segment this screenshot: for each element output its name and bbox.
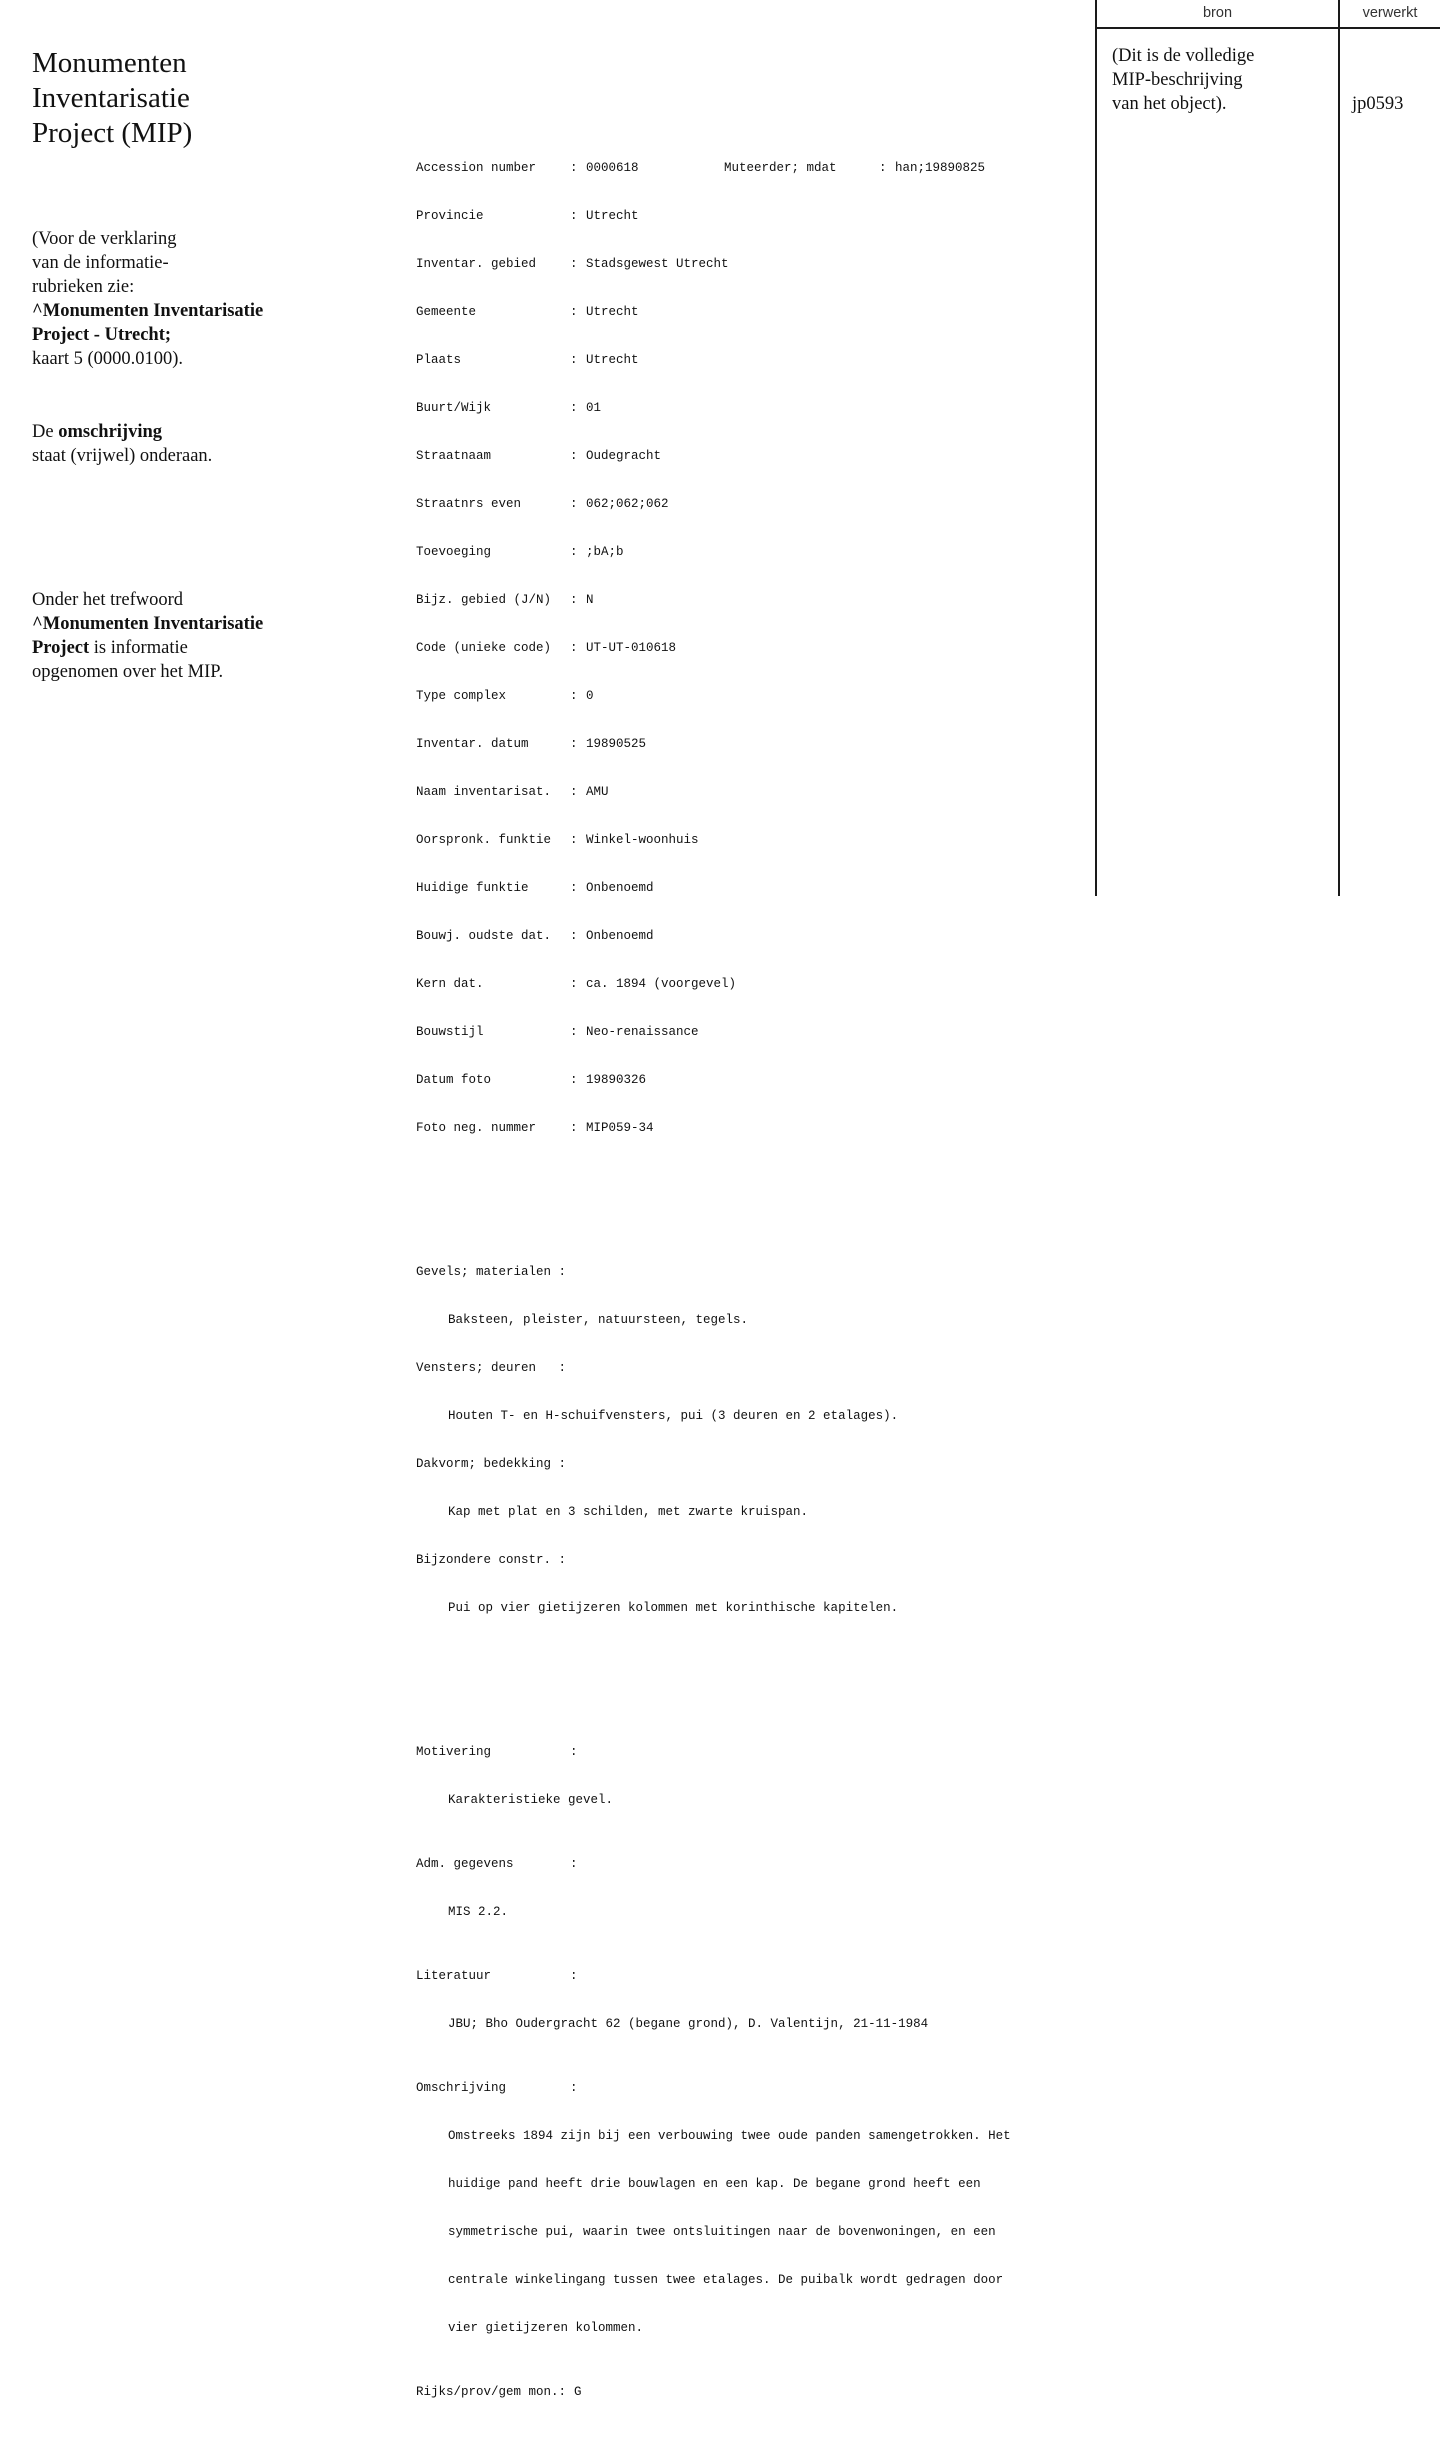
field-value: 0: [586, 689, 594, 703]
field-label: Provincie: [416, 209, 484, 223]
table-divider: [1095, 0, 1097, 896]
section-heading: Gevels; materialen :: [416, 1265, 567, 1279]
column-header-verwerkt: verwerkt: [1362, 5, 1418, 21]
field-colon: :: [570, 641, 578, 655]
field-colon: :: [570, 1969, 578, 1983]
table-divider: [1338, 0, 1340, 896]
section-heading: Vensters; deuren :: [416, 1361, 567, 1375]
field-colon: :: [570, 497, 578, 511]
field-colon: :: [879, 161, 887, 175]
field-value: Utrecht: [586, 353, 639, 367]
section-heading-row: [416, 1744, 1076, 1760]
note-line: opgenomen over het MIP.: [32, 662, 224, 682]
field-colon: :: [570, 1745, 578, 1759]
note-prefix: De: [32, 422, 59, 442]
muteerder-label: Muteerder; mdat: [724, 161, 837, 175]
field-colon: :: [570, 305, 578, 319]
field-value: 19890525: [586, 737, 647, 751]
field-row: [416, 400, 1076, 416]
field-colon: :: [570, 1121, 578, 1135]
bron-cell: [1112, 44, 1327, 116]
field-value: Neo-renaissance: [586, 1025, 699, 1039]
note-keyword-line: [32, 636, 263, 660]
field-row: [416, 448, 1076, 464]
note-line: rubrieken zie:: [32, 277, 135, 297]
field-value: Winkel-woonhuis: [586, 833, 699, 847]
field-label: Straatnaam: [416, 449, 492, 463]
field-row: [416, 208, 1076, 224]
field-value: N: [586, 593, 594, 607]
field-label: Toevoeging: [416, 545, 492, 559]
field-colon: :: [570, 977, 578, 991]
note-keyword-line: [32, 323, 263, 347]
field-row: [416, 256, 1076, 272]
section-text: Houten T- en H-schuifvensters, pui (3 deuren en 2 etalages).: [448, 1409, 899, 1423]
title-line: Monumenten: [32, 47, 187, 79]
field-value: Utrecht: [586, 209, 639, 223]
field-row: [416, 784, 1076, 800]
field-colon: :: [570, 1857, 578, 1871]
field-value: AMU: [586, 785, 609, 799]
monument-status-value: G: [574, 2385, 582, 2399]
field-row: [416, 640, 1076, 656]
section-heading-row: [416, 1856, 1076, 1872]
note-line: van de informatie-: [32, 253, 169, 273]
field-label: Bijz. gebied (J/N): [416, 593, 552, 607]
field-value: MIP059-34: [586, 1121, 654, 1135]
bron-line: (Dit is de volledige: [1112, 46, 1255, 66]
field-row: [416, 544, 1076, 560]
note-line: kaart 5 (0000.0100).: [32, 349, 184, 369]
field-row: [416, 736, 1076, 752]
section-heading: Dakvorm; bedekking :: [416, 1457, 567, 1471]
note-keyword-line: [32, 612, 263, 636]
section-text: JBU; Bho Oudergracht 62 (begane grond), D. Valentijn, 21-11-1984: [448, 2017, 929, 2031]
section-heading: Omschrijving: [416, 2081, 507, 2095]
field-colon: :: [570, 353, 578, 367]
field-row: [416, 160, 1076, 176]
description-line: huidige pand heeft drie bouwlagen en een kap. De begane grond heeft een: [448, 2177, 981, 2191]
field-row: [416, 1024, 1076, 1040]
note-keyword-line: [32, 299, 263, 323]
note-line: (Voor de verklaring: [32, 229, 177, 249]
column-header-bron: bron: [1202, 5, 1233, 21]
field-label: Buurt/Wijk: [416, 401, 492, 415]
bron-line: MIP-beschrijving: [1112, 70, 1243, 90]
section-heading: Motivering: [416, 1745, 492, 1759]
field-colon: :: [570, 833, 578, 847]
field-value: 062;062;062: [586, 497, 669, 511]
field-value: Utrecht: [586, 305, 639, 319]
section-text: Kap met plat en 3 schilden, met zwarte kruispan.: [448, 1505, 809, 1519]
trefwoord-note: [32, 588, 263, 684]
field-label: Inventar. gebied: [416, 257, 537, 271]
verklaring-note: [32, 227, 263, 371]
field-colon: :: [570, 2081, 578, 2095]
field-value: 01: [586, 401, 602, 415]
field-label: Code (unieke code): [416, 641, 552, 655]
field-colon: :: [570, 929, 578, 943]
field-label: Bouwj. oudste dat.: [416, 929, 552, 943]
field-label: Straatnrs even: [416, 497, 522, 511]
field-value: ca. 1894 (voorgevel): [586, 977, 737, 991]
construction-sections: [416, 1232, 1076, 1648]
motivation-sections: [416, 1712, 1076, 2432]
description-line: Omstreeks 1894 zijn bij een verbouwing twee oude panden samengetrokken. Het: [448, 2129, 1011, 2143]
field-colon: :: [570, 1073, 578, 1087]
muteerder-value: han;19890825: [895, 161, 986, 175]
field-label: Datum foto: [416, 1073, 492, 1087]
title-line: Project (MIP): [32, 117, 193, 149]
section-text: Baksteen, pleister, natuursteen, tegels.: [448, 1313, 749, 1327]
note-line: [32, 420, 212, 444]
field-colon: :: [570, 545, 578, 559]
field-value: UT-UT-010618: [586, 641, 677, 655]
field-row: [416, 688, 1076, 704]
field-label: Kern dat.: [416, 977, 484, 991]
record-fields: [416, 128, 1076, 1168]
spacer: [566, 2384, 574, 2400]
field-row: [416, 832, 1076, 848]
section-heading-row: [416, 2080, 1076, 2096]
field-row: [416, 352, 1076, 368]
field-label: Type complex: [416, 689, 507, 703]
title-line: Inventarisatie: [32, 82, 190, 114]
section-heading: Adm. gegevens: [416, 1857, 514, 1871]
monument-status-label: Rijks/prov/gem mon.:: [416, 2385, 567, 2399]
field-label: Huidige funktie: [416, 881, 529, 895]
note-bold: omschrijving: [58, 422, 163, 442]
note-line: staat (vrijwel) onderaan.: [32, 446, 213, 466]
field-colon: :: [570, 737, 578, 751]
keyword-link: Project - Utrecht;: [32, 325, 172, 345]
field-value: Stadsgewest Utrecht: [586, 257, 729, 271]
field-row: [416, 1120, 1076, 1136]
field-colon: :: [570, 593, 578, 607]
field-colon: :: [570, 881, 578, 895]
monument-status-row: [416, 2384, 1076, 2400]
field-label: Inventar. datum: [416, 737, 529, 751]
field-colon: :: [570, 689, 578, 703]
section-heading-row: [416, 1968, 1076, 1984]
section-heading: Literatuur: [416, 1969, 492, 1983]
field-label: Accession number: [416, 161, 537, 175]
omschrijving-note: [32, 420, 212, 468]
table-header-rule: [1096, 27, 1440, 29]
note-suffix: is informatie: [89, 638, 188, 658]
bron-line: van het object).: [1112, 94, 1227, 114]
field-value: Onbenoemd: [586, 881, 654, 895]
field-label: Foto neg. nummer: [416, 1121, 537, 1135]
field-value: 19890326: [586, 1073, 647, 1087]
field-colon: :: [570, 161, 578, 175]
note-line: Onder het trefwoord: [32, 590, 184, 610]
field-label: Naam inventarisat.: [416, 785, 552, 799]
field-colon: :: [570, 209, 578, 223]
field-colon: :: [570, 449, 578, 463]
field-colon: :: [570, 401, 578, 415]
keyword-link: ^Monumenten Inventarisatie: [32, 301, 264, 321]
field-colon: :: [570, 785, 578, 799]
page-title: [32, 46, 192, 151]
field-row: [416, 976, 1076, 992]
field-row: [416, 928, 1076, 944]
field-label: Bouwstijl: [416, 1025, 484, 1039]
section-text: Pui op vier gietijzeren kolommen met korinthische kapitelen.: [448, 1601, 899, 1615]
field-colon: :: [570, 1025, 578, 1039]
mip-record: [416, 96, 1076, 2448]
section-text: MIS 2.2.: [448, 1905, 509, 1919]
field-value: Oudegracht: [586, 449, 662, 463]
description-line: centrale winkelingang tussen twee etalages. De puibalk wordt gedragen door: [448, 2273, 1004, 2287]
section-heading: Bijzondere constr. :: [416, 1553, 567, 1567]
field-value: ;bA;b: [586, 545, 624, 559]
field-row: [416, 592, 1076, 608]
field-value: Onbenoemd: [586, 929, 654, 943]
field-value: 0000618: [586, 161, 639, 175]
field-label: Gemeente: [416, 305, 477, 319]
field-row: [416, 304, 1076, 320]
description-line: symmetrische pui, waarin twee ontsluitingen naar de bovenwoningen, en een: [448, 2225, 996, 2239]
field-label: Plaats: [416, 353, 462, 367]
field-label: Oorspronk. funktie: [416, 833, 552, 847]
keyword-link: Project: [32, 638, 90, 658]
section-text: Karakteristieke gevel.: [448, 1793, 614, 1807]
keyword-link: ^Monumenten Inventarisatie: [32, 614, 264, 634]
field-colon: :: [570, 257, 578, 271]
verwerkt-cell: jp0593: [1352, 94, 1404, 114]
field-row: [416, 880, 1076, 896]
field-row: [416, 1072, 1076, 1088]
description-line: vier gietijzeren kolommen.: [448, 2321, 644, 2335]
field-row: [416, 496, 1076, 512]
